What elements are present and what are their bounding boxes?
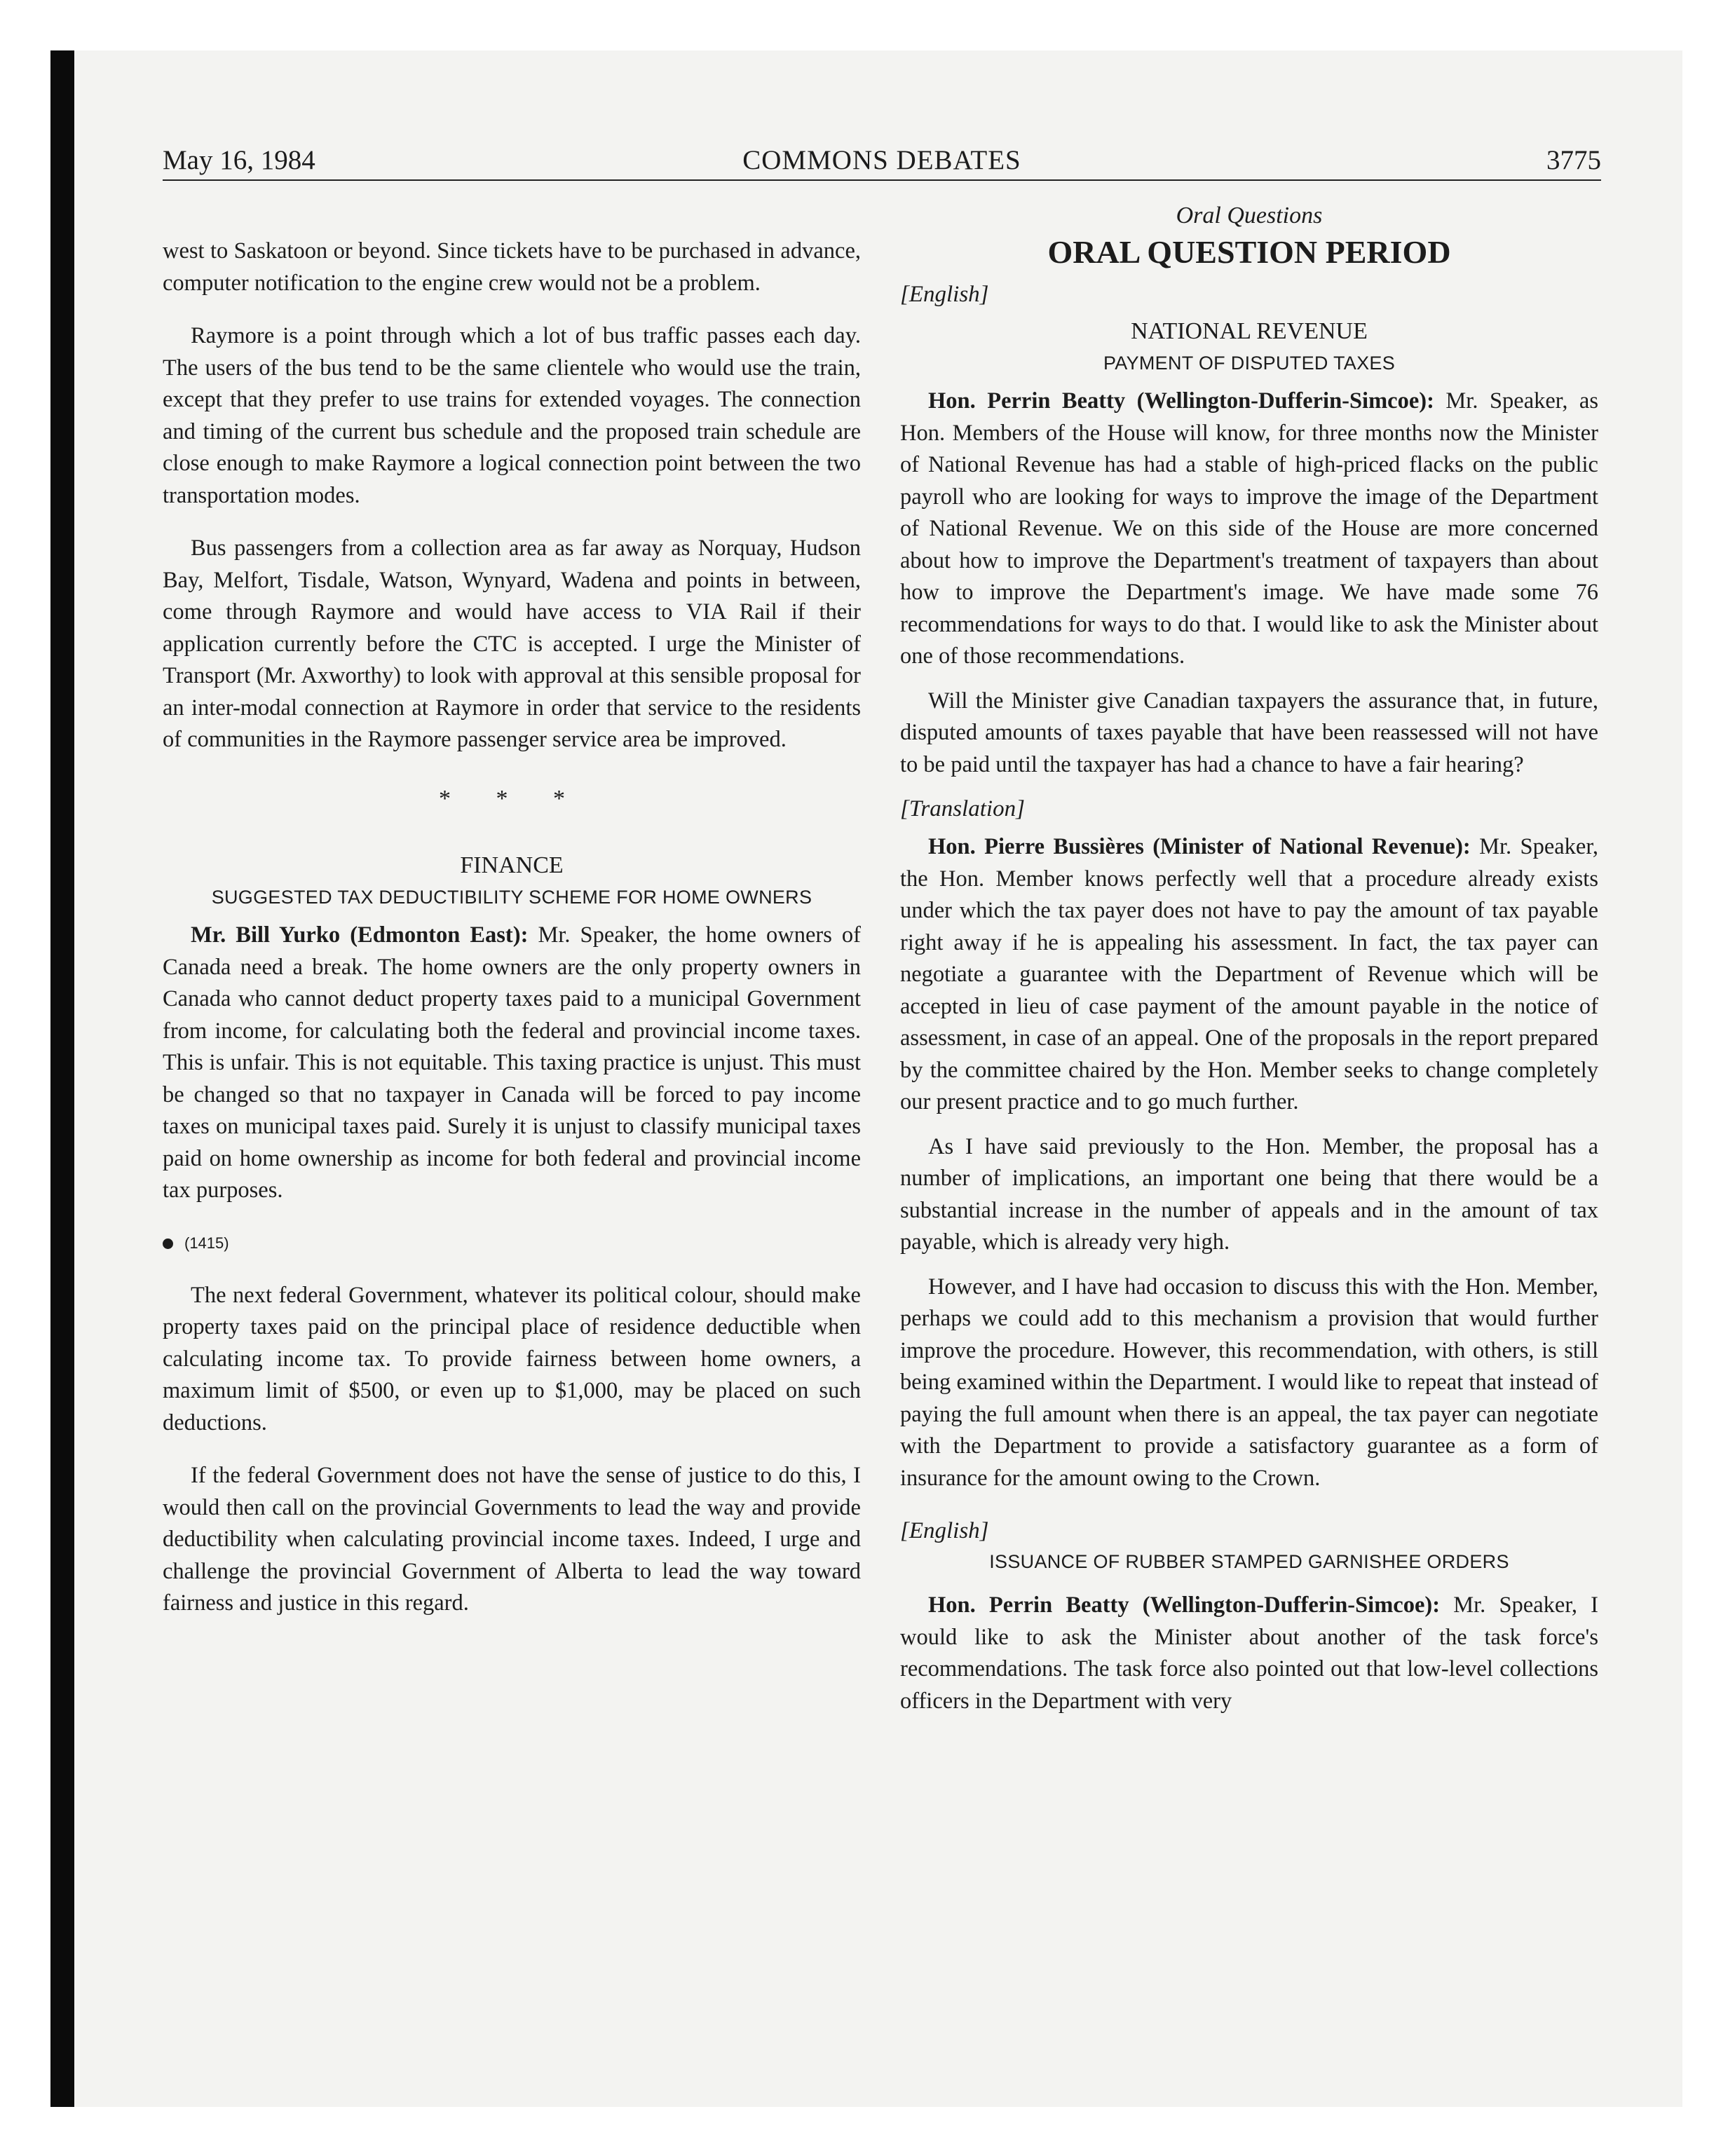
header-rule [163,179,1601,181]
section-heading: FINANCE [460,852,564,878]
language-tag: [English] [900,1518,989,1543]
paragraph: However, and I have had occasion to discuss this with the Hon. Member, perhaps we could add to this mechanism a provision that would further improve the procedure. However, this recommendation, with others, is still being examined within the Department. I would like to repeat that instead of paying the full amount when there is an appeal, the tax payer can negotiate with the Department to provide a satisfactory guarantee as a form of insurance for the amount owing to the Crown. [900,1274,1598,1491]
speaker-name: Hon. Pierre Bussières (Minister of National Revenue): [928,834,1471,859]
left-column [163,236,861,1620]
right-column [900,200,1598,1717]
speech-text: Mr. Speaker, the home owners of Canada need a break. The home owners are the only property owners in Canada who cannot deduct property taxes paid to a municipal Government from income, for calculating both the federal and provincial income taxes. This is unfair. This is not equitable. This taxing practice is unjust. This must be changed so that no taxpayer in Canada will be forced to pay income taxes on municipal taxes paid. Surely it is unjust to classify municipal taxes paid on home ownership as income for both federal and provincial income tax purposes. [163,922,861,1203]
speaker-name: Hon. Perrin Beatty (Wellington-Dufferin-Simcoe): [928,388,1434,414]
speech-paragraph [900,386,1598,673]
paragraph: The next federal Government, whatever its political colour, should make property taxes paid on the principal place of residence deductible when calculating income tax. To provide fairness between home owners, a maximum limit of $500, or even up to $1,000, may be placed on such deductions. [163,1282,861,1435]
speech-text: Mr. Speaker, as Hon. Members of the House will know, for three months now the Minister of National Revenue has had a stable of high-priced flacks on the public payroll who are looking for ways to improve the image of the Department of National Revenue. We on this side of the House are more concerned about how to improve the Department's treatment of taxpayers than about how to improve the Department's image. We have made some 76 recommendations for ways to do that. I would like to ask the Minister about one of those recommendations. [900,388,1599,669]
main-heading: ORAL QUESTION PERIOD [1047,234,1451,270]
speech-paragraph [900,1590,1598,1717]
paragraph: west to Saskatoon or beyond. Since tickets have to be purchased in advance, computer notification to the engine crew would not be a problem. [163,238,861,296]
topic-subheading: ISSUANCE OF RUBBER STAMPED GARNISHEE ORDERS [989,1551,1509,1572]
section-label: Oral Questions [1176,203,1323,228]
paragraph: Raymore is a point through which a lot of bus traffic passes each day. The users of the bus tend to be the same clientele who would use the train, except that they prefer to use trains for extended voyages. The connection and timing of the current bus schedule and the proposed train schedule are close enough to make Raymore a logical connection point between the two transportation modes. [163,323,861,508]
section-separator: * * * [439,785,585,812]
speaker-name: Hon. Perrin Beatty (Wellington-Dufferin-Simcoe): [928,1592,1441,1618]
time-marker [163,1228,861,1259]
topic-heading: NATIONAL REVENUE [1131,318,1368,344]
header-date: May 16, 1984 [163,145,315,175]
paragraph: As I have said previously to the Hon. Member, the proposal has a number of implications, an important one being that there would be a substantial increase in the number of appeals and in the amount of tax payable, which is already very high. [900,1133,1598,1255]
binding-edge [50,50,74,2107]
speech-text: Mr. Speaker, the Hon. Member knows perfectly well that a procedure already exists under which the tax payer does not have to pay the amount of tax payable right away if he is appealing his assessment. In fact, the tax payer can negotiate a guarantee with the Department of Revenue which will be accepted in lieu of case payment of the amount payable in the notice of assessment, in case of an appeal. One of the proposals in the report prepared by the committee chaired by the Hon. Member seeks to change completely our present practice and to go much further. [900,834,1599,1114]
header-publication: COMMONS DEBATES [742,145,1021,175]
speech-text: Mr. Speaker, I would like to ask the Minister about another of the task force's recommendations. The task force also pointed out that low-level collections officers in the Department with very [900,1592,1598,1714]
paragraph: Bus passengers from a collection area as far away as Norquay, Hudson Bay, Melfort, Tisdale, Watson, Wynyard, Wadena and points in between, come through Raymore and would have access to VIA Rail if their application currently before the CTC is accepted. I urge the Minister of Transport (Mr. Axworthy) to look with approval at this sensible proposal for an inter-modal connection at Raymore in order that service to the residents of communities in the Raymore passenger service area be improved. [163,535,861,752]
speech-paragraph [163,920,861,1207]
paragraph: Will the Minister give Canadian taxpayers the assurance that, in future, disputed amounts of taxes payable that have been reassessed will not have to be paid until the taxpayer has had a chance to have a fair hearing? [900,688,1598,777]
language-tag: [English] [900,282,989,307]
page-header [163,144,1601,177]
topic-subheading: PAYMENT OF DISPUTED TAXES [1103,353,1396,374]
speaker-name: Mr. Bill Yurko (Edmonton East): [191,922,529,948]
section-subheading: SUGGESTED TAX DEDUCTIBILITY SCHEME FOR HOME OWNERS [211,887,812,908]
header-page-number: 3775 [1546,145,1601,175]
bullet-icon [163,1239,173,1249]
time-marker-text: (1415) [184,1234,229,1252]
speech-paragraph [900,831,1598,1119]
language-tag: [Translation] [900,796,1025,821]
paragraph: If the federal Government does not have the sense of justice to do this, I would then call on the provincial Governments to lead the way and provide deductibility when calculating provincial income taxes. Indeed, I urge and challenge the provincial Government of Alberta to lead the way toward fairness and justice in this regard. [163,1463,861,1616]
